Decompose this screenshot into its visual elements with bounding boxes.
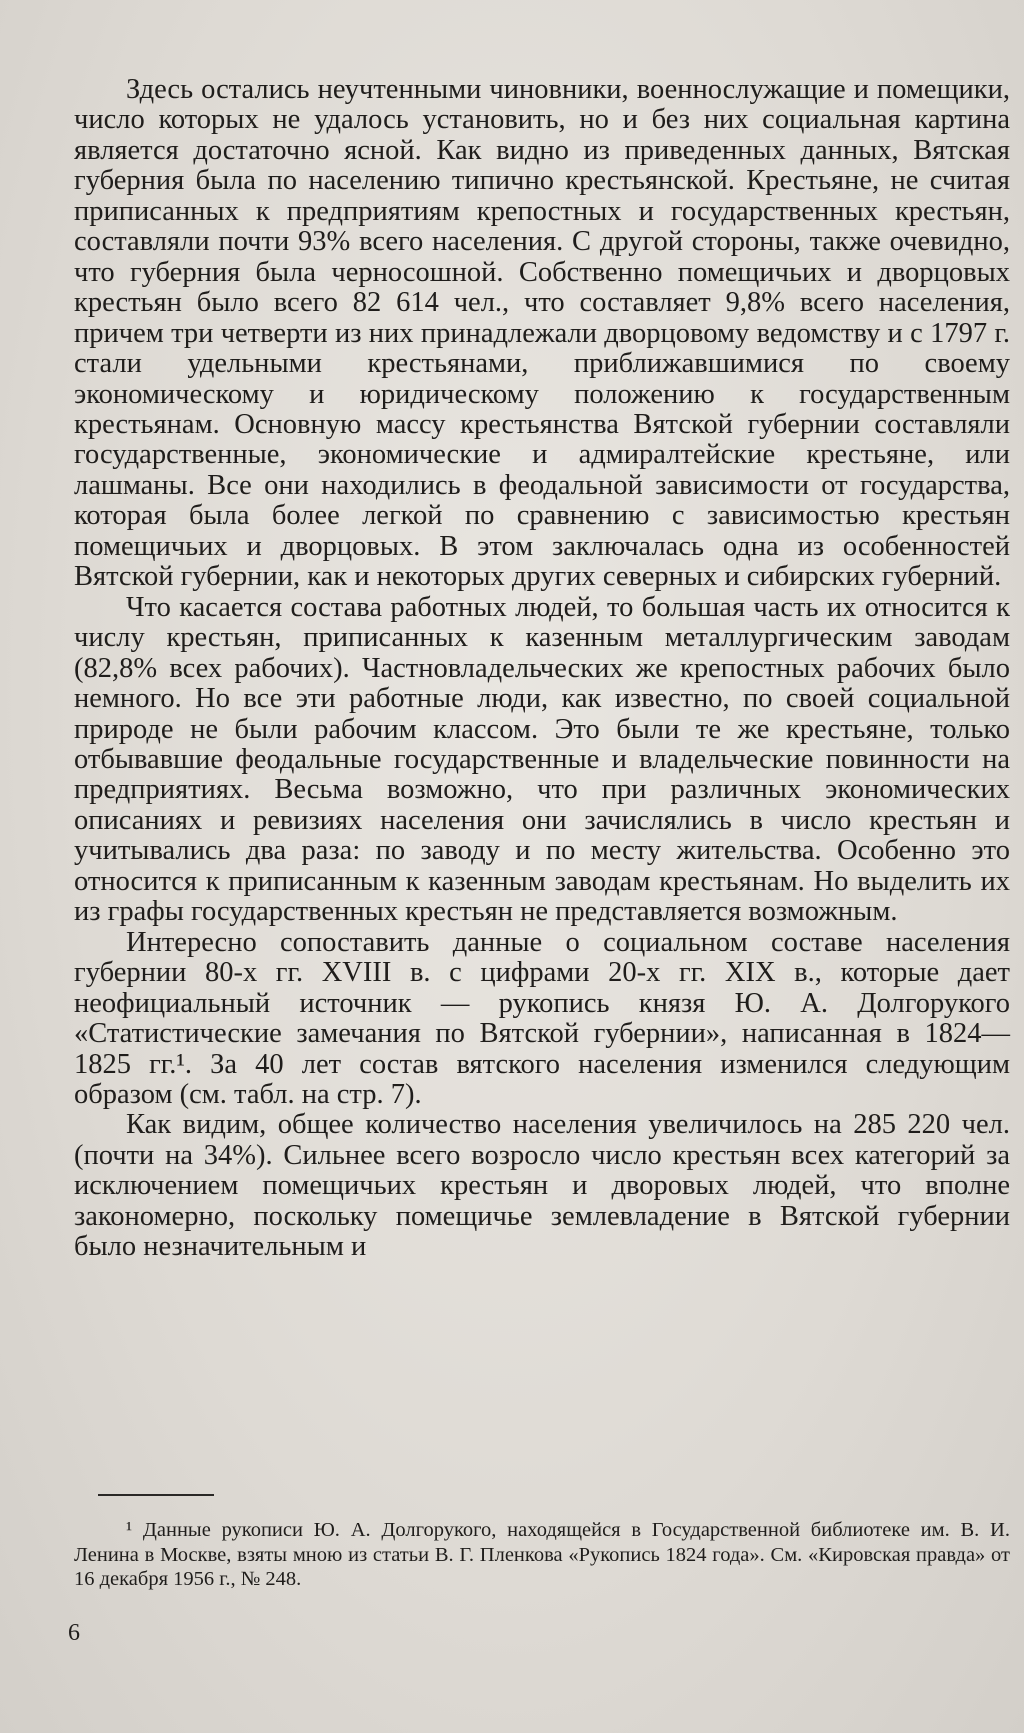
footnote-divider [98, 1494, 214, 1496]
paragraph-2: Что касается состава работных людей, то большая часть их относится к числу крестьян, приписанных к казенным металлургическим заводам (82,8% всех рабочих). Частновладельческих же крепостных рабочих было немного. Но все эти работные люди, как известно, по своей социальной природе не были рабочим классом. Это были те же крестьяне, только отбывавшие феодальные государственные и владельческие повинности на предприятиях. Весьма возможно, что при различных экономических описаниях и ревизиях населения они зачислялись в число крестьян и учитывались два раза: по заводу и по месту жительства. Особенно это относится к приписанным к казенным заводам крестьянам. Но выделить их из графы государственных крестьян не представляется возможным. [74, 591, 1010, 928]
paragraph-4: Как видим, общее количество населения увеличилось на 285 220 чел. (почти на 34%). Сильнее всего возросло число крестьян всех категорий за исключением помещичьих крестьян и дворовых людей, что вполне закономерно, поскольку помещичье землевладение в Вятской губернии было незначительным и [74, 1109, 1010, 1263]
footnote: ¹ Данные рукописи Ю. А. Долгорукого, находящейся в Государственной библиотеке им. В. И. Ленина в Москве, взяты мною из статьи В. Г. Пленкова «Рукопись 1824 года». См. «Кировская правда» от 16 декабря 1956 г., № 248. [74, 1519, 1010, 1590]
page-number: 6 [68, 1620, 80, 1646]
paragraph-3: Интересно сопоставить данные о социальном составе населения губернии 80-х гг. XVIII в. с цифрами 20-х гг. XIX в., которые дает неофициальный источник — рукопись князя Ю. А. Долгорукого «Статистические замечания по Вятской губернии», написанная в 1824—1825 гг.¹. За 40 лет состав вятского населения изменился следующим образом (см. табл. на стр. 7). [74, 926, 1010, 1110]
main-text [74, 75, 1010, 1263]
paragraph-1: Здесь остались неучтенными чиновники, военнослужащие и помещики, число которых не удалось установить, но и без них социальная картина является достаточно ясной. Как видно из приведенных данных, Вятская губерния была по населению типично крестьянской. Крестьяне, не считая приписанных к предприятиям крепостных и государственных крестьян, составляли почти 93% всего населения. С другой стороны, также очевидно, что губерния была черносошной. Собственно помещичьих и дворцовых крестьян было всего 82 614 чел., что составляет 9,8% всего населения, причем три четверти из них принадлежали дворцовому ведомству и с 1797 г. стали удельными крестьянами, приближавшимися по своему экономическому и юридическому положению к государственным крестьянам. Основную массу крестьянства Вятской губернии составляли государственные, экономические и адмиралтейские крестьяне, или лашманы. Все они находились в феодальной зависимости от государства, которая была более легкой по сравнению с зависимостью крестьян помещичьих и дворцовых. В этом заключалась одна из особенностей Вятской губернии, как и некоторых других северных и сибирских губерний. [74, 74, 1010, 593]
